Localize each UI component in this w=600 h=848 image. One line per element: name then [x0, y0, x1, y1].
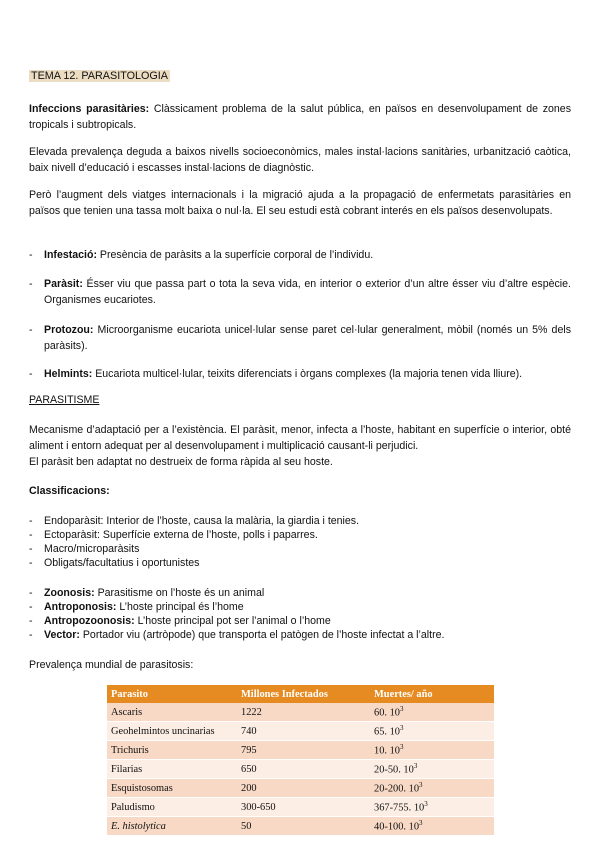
definition-text: Presència de paràsits a la superfície corporal de l’individu. [96, 249, 374, 261]
table-row [107, 798, 494, 817]
parasitosis-table [107, 685, 494, 836]
definition-text: Ésser viu que passa part o tota la seva vida, en interior o exterior d’un altre ésser viu d’altre espècie. Organismes eucariotes. [44, 278, 571, 306]
parasitisme-text-2: El paràsit ben adaptat no destrueix de forma ràpida al seu hoste. [29, 456, 333, 468]
travel-paragraph: Però l’augment dels viatges internacionals i la migració ajuda a la propagació de enfermetats parasitàries en països que tenien una tassa molt baixa o nul·la. El seu estudi està cobrant interés en els països desenvolupats. [29, 189, 571, 217]
infected-count: 200 [237, 779, 370, 798]
parasite-name: E. histolytica [107, 817, 237, 836]
table-row [107, 760, 494, 779]
intro-label: Infeccions parasitàries: [29, 103, 150, 115]
table-row [107, 722, 494, 741]
intro-text: Clàssicament problema de la salut pública, en països en desenvolupament de zones tropicals i subtropicals. [29, 103, 571, 131]
definition-term: Protozou: [44, 324, 94, 336]
death-count: 65. $10^3$ [370, 722, 494, 741]
death-count: 40-100. $10^3$ [370, 817, 494, 836]
parasite-name: Trichuris [107, 741, 237, 760]
table-row [107, 703, 494, 722]
parasite-name: Ascaris [107, 703, 237, 722]
table-caption: Prevalença mundial de parasitosis: [29, 659, 194, 671]
death-count: 20-50. $10^3$ [370, 760, 494, 779]
definition-term: Helmints: [44, 368, 93, 380]
table-row [107, 741, 494, 760]
parasite-name: Geohelmintos uncinarias [107, 722, 237, 741]
prevalence-paragraph: Elevada prevalença deguda a baixos nivells socioeconòmics, males instal·lacions sanitàries, urbanització caòtica, baix nivell d’educació i escasses instal·lacions de diagnòstic. [29, 146, 571, 174]
parasite-name: Paludismo [107, 798, 237, 817]
infected-count: 1222 [237, 703, 370, 722]
table-row [107, 817, 494, 836]
table-header-row [107, 685, 494, 703]
parasite-name: Filarias [107, 760, 237, 779]
death-count: 367-755. $10^3$ [370, 798, 494, 817]
infected-count: 795 [237, 741, 370, 760]
parasitisme-heading: PARASITISME [29, 394, 100, 406]
death-count: 10. $10^3$ [370, 741, 494, 760]
infected-count: 50 [237, 817, 370, 836]
infected-count: 300-650 [237, 798, 370, 817]
classificacions-heading: Classificacions: [29, 485, 110, 497]
infected-count: 740 [237, 722, 370, 741]
column-header: Parasito [107, 685, 237, 703]
document-page: TEMA 12. PARASITOLOGIA Infeccions parasitàries: Clàssicament problema de la salut pública, en països en desenvolupament de zones tropicals i subtropicals. Elevada prevalença deguda a baixos nivells socioeconòmics, males instal·lacions sanitàries, urbanització caòtica, baix nivell d’educació i escasses instal·lacions de diagnòstic. Però l’augment dels viatges internacionals i la migració ajuda a la propagació de enfermetats parasitàries en països que tenien una tassa molt baixa o nul·la. El seu estudi està cobrant interés en els països desenvolupats. - Infestació: Presència de paràsits a la superfície corporal de l’individu. - Paràsit: Ésser viu que passa part o tota la seva vida, en interior o exterior d’un altre ésser viu d’altre espècie. Organismes eucariotes. - Protozou: Microorganisme eucariota unicel·lular sense paret cel·lular generalment, mòbil (només un 5% dels paràsits). - Helmints: Eucariota multicel·lular, teixits diferenciats i òrgans complexes (la majoria tenen vida lliure). PARASITISME Mecanisme d’adaptació per a l’existència. El paràsit, menor, infecta a l’hoste, habitant en superfície o interior, obté aliment i entorn adequat per al desenvolupament i multiplicació causant-li perjudici. El paràsit ben adaptat no destrueix de forma ràpida al seu hoste. Classificacions: - Endoparàsit: Interior de l’hoste, causa la malària, la giardia i tenies. - Ectoparàsit: Superfície externa de l’hoste, polls i paparres. - Macro/microparàsits - Obligats/facultatius i oportunistes - Zoonosis: Parasitisme on l’hoste és un animal - Antroponosis: L’hoste principal és l’home - Antropozoonosis: L’hoste principal pot ser l’animal o l’home - Vector: Portador viu (artròpode) que transporta el patògen de l’hoste infectat a l’altre. Prevalença mundial de parasitosis: Parasito Millones Infectados Muertes/ año Ascaris 1222 60. $10^3$ Geohelmintos uncinarias 740 65. $10^3$ Trichuris 795 10. $10^3$ Filarias 650 20-50. $10^3$ Esquistosomas 200 20-200. $10^3$ Paludismo 300-650 367-755. $10^3$ E. histolytica 50 40-100. $10^3$ [0, 0, 600, 848]
infected-count: 650 [237, 760, 370, 779]
table-row [107, 779, 494, 798]
parasitisme-text: Mecanisme d’adaptació per a l’existència. El paràsit, menor, infecta a l’hoste, habitant en superfície o interior, obté aliment i entorn adequat per al desenvolupament i multiplicació causant-li perjudici. [29, 424, 571, 452]
definition-term: Paràsit: [44, 278, 83, 290]
column-header: Millones Infectados [237, 685, 370, 703]
death-count: 20-200. $10^3$ [370, 779, 494, 798]
parasite-name: Esquistosomas [107, 779, 237, 798]
page-title: TEMA 12. PARASITOLOGIA [31, 70, 169, 82]
intro-paragraph [29, 101, 571, 133]
definition-text: Eucariota multicel·lular, teixits diferenciats i òrgans complexes (la majoria tenen vida lliure). [92, 368, 523, 380]
column-header: Muertes/ año [370, 685, 494, 703]
definition-term: Infestació: [44, 249, 97, 261]
death-count: 60. $10^3$ [370, 703, 494, 722]
definition-text: Microorganisme eucariota unicel·lular sense paret cel·lular generalment, mòbil (només un 5% dels paràsits). [44, 324, 571, 352]
